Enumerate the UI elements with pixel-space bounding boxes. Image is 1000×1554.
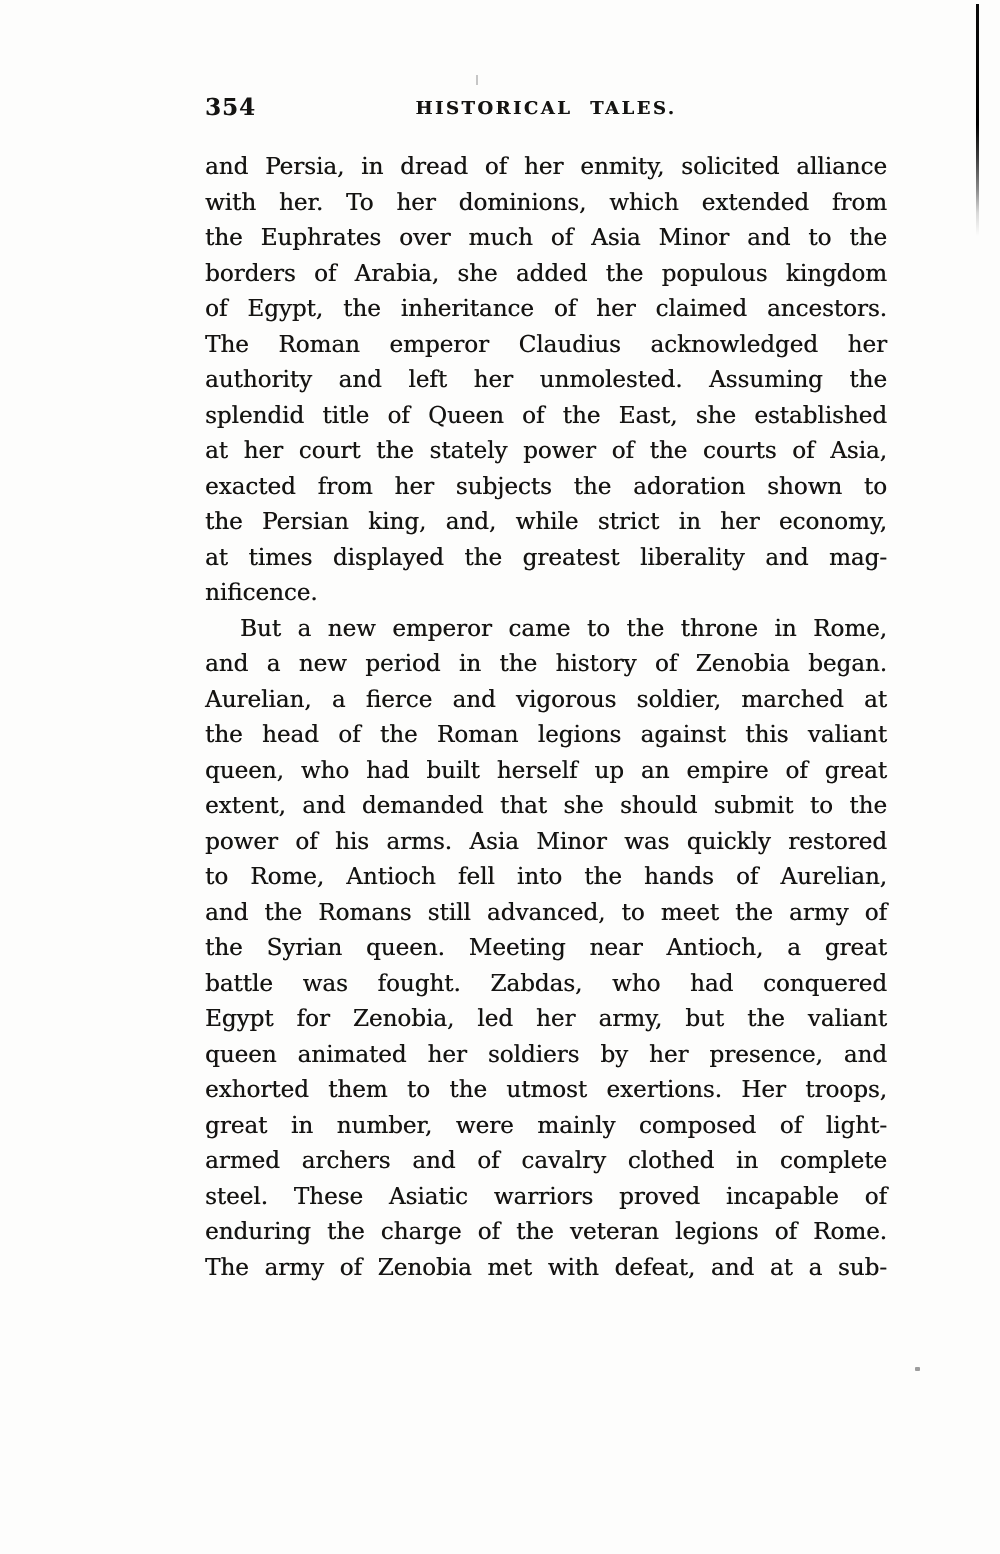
text-line: queen, who had built herself up an empire of great [205,757,887,784]
scan-speck-artifact [915,1367,920,1371]
text-line: battle was fought. Zabdas, who had conquered [205,970,887,997]
text-line: But a new emperor came to the throne in Rome, [240,615,887,642]
page-header [205,94,887,126]
text-line: steel. These Asiatic warriors proved incapable of [205,1183,887,1210]
text-line: with her. To her dominions, which extended from [205,189,887,216]
scan-edge-artifact [976,4,979,236]
text-line: armed archers and of cavalry clothed in complete [205,1148,887,1174]
text-line: the Euphrates over much of Asia Minor and to the [205,225,887,251]
page-body [205,150,887,1286]
text-line: extent, and demanded that she should submit to the [205,793,887,819]
text-line: Egypt for Zenobia, led her army, but the valiant [205,1006,887,1032]
text-line: power of his arms. Asia Minor was quickly restored [205,828,887,855]
text-line: to Rome, Antioch fell into the hands of Aurelian, [205,864,887,890]
text-line: of Egypt, the inheritance of her claimed ancestors. [205,296,887,322]
text-line: authority and left her unmolested. Assuming the [205,367,887,393]
text-line: exhorted them to the utmost exertions. Her troops, [205,1077,887,1103]
text-line: exacted from her subjects the adoration shown to [205,473,887,500]
text-line: and the Romans still advanced, to meet the army of [205,899,887,926]
text-line: nificence. [205,580,318,606]
text-line: Aurelian, a fierce and vigorous soldier, marched at [205,686,887,713]
text-line: great in number, were mainly composed of light- [205,1112,887,1139]
page-number: 354 [205,94,257,121]
text-line: and a new period in the history of Zenobia began. [205,651,887,677]
text-line: The army of Zenobia met with defeat, and at a sub- [205,1254,887,1281]
text-line: and Persia, in dread of her enmity, solicited alliance [205,154,887,180]
text-line: at her court the stately power of the courts of Asia, [205,438,887,464]
running-title: HISTORICAL TALES. [415,98,677,119]
text-line: queen animated her soldiers by her presence, and [205,1041,887,1068]
text-line: The Roman emperor Claudius acknowledged her [205,331,887,358]
text-line: splendid title of Queen of the East, she established [205,402,887,429]
scan-speck-artifact [476,75,478,85]
text-line: enduring the charge of the veteran legions of Rome. [205,1219,887,1245]
text-line: borders of Arabia, she added the populous kingdom [205,260,887,287]
text-line: the head of the Roman legions against this valiant [205,722,887,748]
text-line: at times displayed the greatest liberality and mag- [205,544,887,571]
text-line: the Persian king, and, while strict in her economy, [205,509,887,535]
text-line: the Syrian queen. Meeting near Antioch, a great [205,935,887,961]
